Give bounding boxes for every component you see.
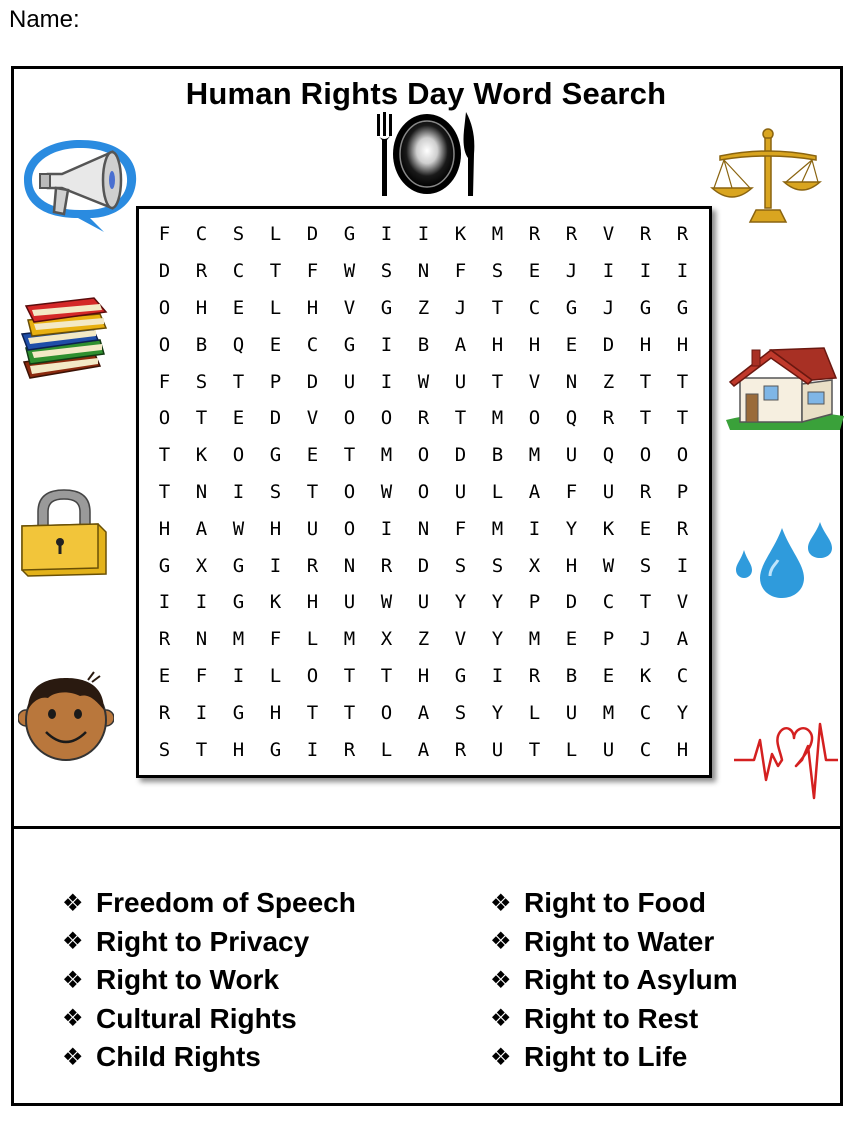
grid-letter: T [528,738,541,761]
word-list-item [62,961,356,1000]
grid-letter: L [528,701,541,724]
grid-letter: V [306,407,319,430]
grid-letter: I [602,260,615,283]
grid-letter: F [454,517,467,540]
grid-letter: C [639,701,652,724]
grid-letter: E [306,444,319,467]
grid-letter: W [602,554,615,577]
grid-letter: C [676,664,689,687]
grid-letter: M [528,444,541,467]
grid-letter: B [491,444,504,467]
grid-letter: S [454,554,467,577]
grid-letter: E [565,628,578,651]
word-label: Right to Water [524,925,715,957]
grid-letter: R [528,223,541,246]
grid-letter: T [232,370,245,393]
grid-letter: T [343,701,356,724]
grid-letter: U [343,370,356,393]
diamond-bullet-icon: ❖ [490,889,512,917]
grid-letter: W [343,260,356,283]
grid-letter: I [417,223,430,246]
grid-letter: P [602,628,615,651]
grid-letter: R [639,223,652,246]
grid-letter: T [306,480,319,503]
grid-row [146,584,702,621]
grid-letter: R [639,480,652,503]
word-list-item [490,1038,738,1077]
grid-letter: F [306,260,319,283]
grid-row [146,510,702,547]
grid-letter: G [269,444,282,467]
grid-row [146,437,702,474]
grid-letter: M [491,407,504,430]
grid-letter: T [639,591,652,614]
grid-letter: I [528,517,541,540]
grid-letter: S [639,554,652,577]
grid-letter: W [380,480,393,503]
grid-letter: X [528,554,541,577]
grid-letter: M [602,701,615,724]
grid-letter: T [269,260,282,283]
grid-letter: O [528,407,541,430]
grid-letter: G [380,296,393,319]
word-search-grid [146,216,702,768]
grid-letter: H [306,591,319,614]
grid-letter: U [454,480,467,503]
grid-letter: H [269,701,282,724]
name-label: Name: [9,6,80,33]
grid-letter: H [565,554,578,577]
word-list-item [62,923,356,962]
grid-letter: U [602,738,615,761]
grid-letter: O [158,296,171,319]
grid-letter: K [269,591,282,614]
grid-letter: D [454,444,467,467]
grid-letter: T [676,407,689,430]
grid-letter: N [195,628,208,651]
grid-letter: H [158,517,171,540]
grid-letter: S [269,480,282,503]
grid-letter: V [676,591,689,614]
grid-letter: Z [602,370,615,393]
word-label: Right to Life [524,1041,688,1073]
word-label: Cultural Rights [96,1002,297,1034]
grid-letter: N [417,260,430,283]
grid-letter: D [306,370,319,393]
grid-letter: G [343,223,356,246]
grid-letter: D [269,407,282,430]
grid-letter: T [158,480,171,503]
grid-letter: F [565,480,578,503]
grid-letter: D [158,260,171,283]
grid-letter: I [306,738,319,761]
grid-letter: N [417,517,430,540]
grid-letter: C [306,333,319,356]
grid-letter: K [454,223,467,246]
grid-letter: T [343,664,356,687]
grid-letter: R [343,738,356,761]
grid-letter: O [232,444,245,467]
grid-letter: O [417,480,430,503]
diamond-bullet-icon: ❖ [62,928,84,956]
grid-letter: T [343,444,356,467]
grid-letter: T [195,407,208,430]
grid-row [146,363,702,400]
word-list-item [62,1038,356,1077]
grid-letter: C [528,296,541,319]
grid-letter: P [676,480,689,503]
grid-letter: G [343,333,356,356]
grid-letter: D [417,554,430,577]
grid-letter: E [232,407,245,430]
grid-letter: G [232,554,245,577]
grid-letter: I [195,591,208,614]
word-list-item [490,884,738,923]
grid-letter: R [676,223,689,246]
grid-letter: S [491,260,504,283]
grid-row [146,547,702,584]
scales-icon [710,126,822,230]
grid-letter: I [676,260,689,283]
grid-letter: G [454,664,467,687]
grid-letter: A [417,738,430,761]
grid-letter: H [417,664,430,687]
diamond-bullet-icon: ❖ [490,1005,512,1033]
megaphone-icon [20,134,140,234]
grid-letter: A [454,333,467,356]
grid-letter: O [380,701,393,724]
plate-cutlery-icon [374,110,480,198]
grid-letter: Z [417,296,430,319]
grid-row [146,216,702,253]
grid-row [146,474,702,511]
grid-letter: I [639,260,652,283]
grid-letter: O [343,517,356,540]
grid-letter: I [195,701,208,724]
grid-row [146,621,702,658]
grid-letter: E [528,260,541,283]
grid-letter: P [528,591,541,614]
grid-letter: I [269,554,282,577]
grid-letter: N [195,480,208,503]
grid-letter: R [454,738,467,761]
padlock-icon [18,486,110,578]
grid-letter: S [195,370,208,393]
grid-row [146,400,702,437]
grid-letter: T [158,444,171,467]
grid-letter: F [158,370,171,393]
diamond-bullet-icon: ❖ [62,889,84,917]
grid-letter: H [195,296,208,319]
grid-letter: O [158,333,171,356]
grid-letter: Y [454,591,467,614]
grid-letter: V [602,223,615,246]
grid-letter: L [269,296,282,319]
grid-letter: W [380,591,393,614]
house-icon [724,344,846,430]
word-list-item [62,884,356,923]
grid-letter: D [602,333,615,356]
grid-letter: Y [676,701,689,724]
diamond-bullet-icon: ❖ [490,928,512,956]
word-label: Right to Asylum [524,964,738,996]
word-label: Right to Rest [524,1002,699,1034]
grid-letter: R [306,554,319,577]
grid-letter: T [380,664,393,687]
grid-letter: H [639,333,652,356]
grid-letter: G [232,591,245,614]
grid-letter: L [380,738,393,761]
grid-letter: M [491,517,504,540]
grid-letter: I [232,664,245,687]
grid-letter: E [639,517,652,540]
grid-letter: D [306,223,319,246]
grid-letter: F [269,628,282,651]
grid-letter: A [417,701,430,724]
grid-letter: E [602,664,615,687]
grid-letter: C [602,591,615,614]
grid-letter: U [306,517,319,540]
grid-letter: M [528,628,541,651]
grid-letter: J [565,260,578,283]
word-label: Child Rights [96,1041,261,1073]
grid-letter: R [417,407,430,430]
water-drops-icon [732,520,836,600]
grid-letter: S [232,223,245,246]
grid-letter: L [306,628,319,651]
grid-letter: T [454,407,467,430]
grid-letter: N [565,370,578,393]
grid-letter: H [676,333,689,356]
grid-letter: Y [491,701,504,724]
grid-letter: V [343,296,356,319]
word-list-item [490,923,738,962]
grid-letter: O [380,407,393,430]
grid-letter: F [454,260,467,283]
child-face-icon [18,670,114,764]
grid-letter: P [269,370,282,393]
grid-letter: W [417,370,430,393]
grid-letter: A [528,480,541,503]
section-divider [11,826,843,829]
grid-letter: B [417,333,430,356]
grid-letter: O [158,407,171,430]
grid-letter: Q [232,333,245,356]
grid-letter: U [565,701,578,724]
grid-letter: G [565,296,578,319]
grid-letter: L [565,738,578,761]
grid-letter: R [565,223,578,246]
grid-letter: W [232,517,245,540]
books-icon [20,296,112,386]
grid-letter: R [158,701,171,724]
grid-letter: I [380,223,393,246]
grid-letter: S [380,260,393,283]
grid-letter: R [158,628,171,651]
grid-letter: L [269,664,282,687]
grid-letter: M [232,628,245,651]
grid-letter: S [454,701,467,724]
grid-letter: U [491,738,504,761]
grid-letter: I [491,664,504,687]
grid-letter: J [639,628,652,651]
page-title: Human Rights Day Word Search [185,76,667,111]
diamond-bullet-icon: ❖ [490,966,512,994]
grid-letter: T [639,370,652,393]
grid-letter: B [565,664,578,687]
grid-letter: D [565,591,578,614]
grid-letter: G [639,296,652,319]
grid-letter: O [417,444,430,467]
grid-letter: U [343,591,356,614]
grid-letter: M [491,223,504,246]
grid-letter: U [454,370,467,393]
grid-letter: H [676,738,689,761]
grid-letter: Q [565,407,578,430]
grid-letter: O [343,480,356,503]
diamond-bullet-icon: ❖ [62,966,84,994]
heartbeat-icon [732,714,840,802]
grid-letter: G [676,296,689,319]
grid-letter: I [232,480,245,503]
grid-letter: H [232,738,245,761]
grid-letter: O [639,444,652,467]
grid-letter: O [306,664,319,687]
grid-letter: R [195,260,208,283]
grid-row [146,290,702,327]
grid-letter: T [306,701,319,724]
grid-letter: H [269,517,282,540]
word-list-item [62,1000,356,1039]
grid-letter: R [528,664,541,687]
grid-letter: F [158,223,171,246]
word-list-item [490,961,738,1000]
word-label: Freedom of Speech [96,887,356,919]
grid-letter: Y [491,591,504,614]
word-label: Right to Work [96,964,280,996]
grid-letter: C [232,260,245,283]
grid-letter: R [380,554,393,577]
grid-letter: I [676,554,689,577]
word-list-left [62,884,356,1077]
grid-letter: C [195,223,208,246]
grid-letter: I [158,591,171,614]
grid-letter: A [676,628,689,651]
grid-letter: I [380,370,393,393]
grid-letter: S [491,554,504,577]
grid-row [146,253,702,290]
grid-letter: L [491,480,504,503]
grid-row [146,326,702,363]
grid-letter: B [195,333,208,356]
grid-letter: O [676,444,689,467]
grid-letter: H [306,296,319,319]
diamond-bullet-icon: ❖ [62,1043,84,1071]
grid-letter: T [491,370,504,393]
word-list-item [490,1000,738,1039]
grid-letter: K [602,517,615,540]
grid-letter: M [343,628,356,651]
diamond-bullet-icon: ❖ [62,1005,84,1033]
grid-letter: K [195,444,208,467]
grid-letter: U [602,480,615,503]
grid-letter: K [639,664,652,687]
grid-letter: V [528,370,541,393]
word-label: Right to Food [524,887,706,919]
grid-letter: Y [565,517,578,540]
diamond-bullet-icon: ❖ [490,1043,512,1071]
grid-letter: S [158,738,171,761]
grid-letter: V [454,628,467,651]
grid-letter: Q [602,444,615,467]
grid-letter: E [158,664,171,687]
grid-letter: J [454,296,467,319]
word-label: Right to Privacy [96,925,310,957]
grid-letter: Z [417,628,430,651]
grid-letter: E [269,333,282,356]
grid-letter: T [491,296,504,319]
grid-letter: Y [491,628,504,651]
grid-letter: I [380,333,393,356]
grid-letter: G [158,554,171,577]
grid-letter: T [195,738,208,761]
grid-letter: M [380,444,393,467]
grid-letter: E [232,296,245,319]
grid-letter: R [676,517,689,540]
grid-row [146,694,702,731]
grid-letter: G [232,701,245,724]
grid-letter: J [602,296,615,319]
word-list-right [490,884,738,1077]
grid-letter: A [195,517,208,540]
grid-letter: X [380,628,393,651]
grid-letter: N [343,554,356,577]
grid-letter: L [269,223,282,246]
grid-letter: E [565,333,578,356]
grid-letter: R [602,407,615,430]
grid-letter: O [343,407,356,430]
grid-letter: C [639,738,652,761]
grid-row [146,658,702,695]
grid-letter: U [417,591,430,614]
grid-letter: T [676,370,689,393]
grid-letter: H [491,333,504,356]
grid-letter: G [269,738,282,761]
grid-letter: I [380,517,393,540]
grid-letter: T [639,407,652,430]
grid-letter: F [195,664,208,687]
grid-letter: H [528,333,541,356]
grid-letter: U [565,444,578,467]
grid-row [146,731,702,768]
grid-letter: X [195,554,208,577]
